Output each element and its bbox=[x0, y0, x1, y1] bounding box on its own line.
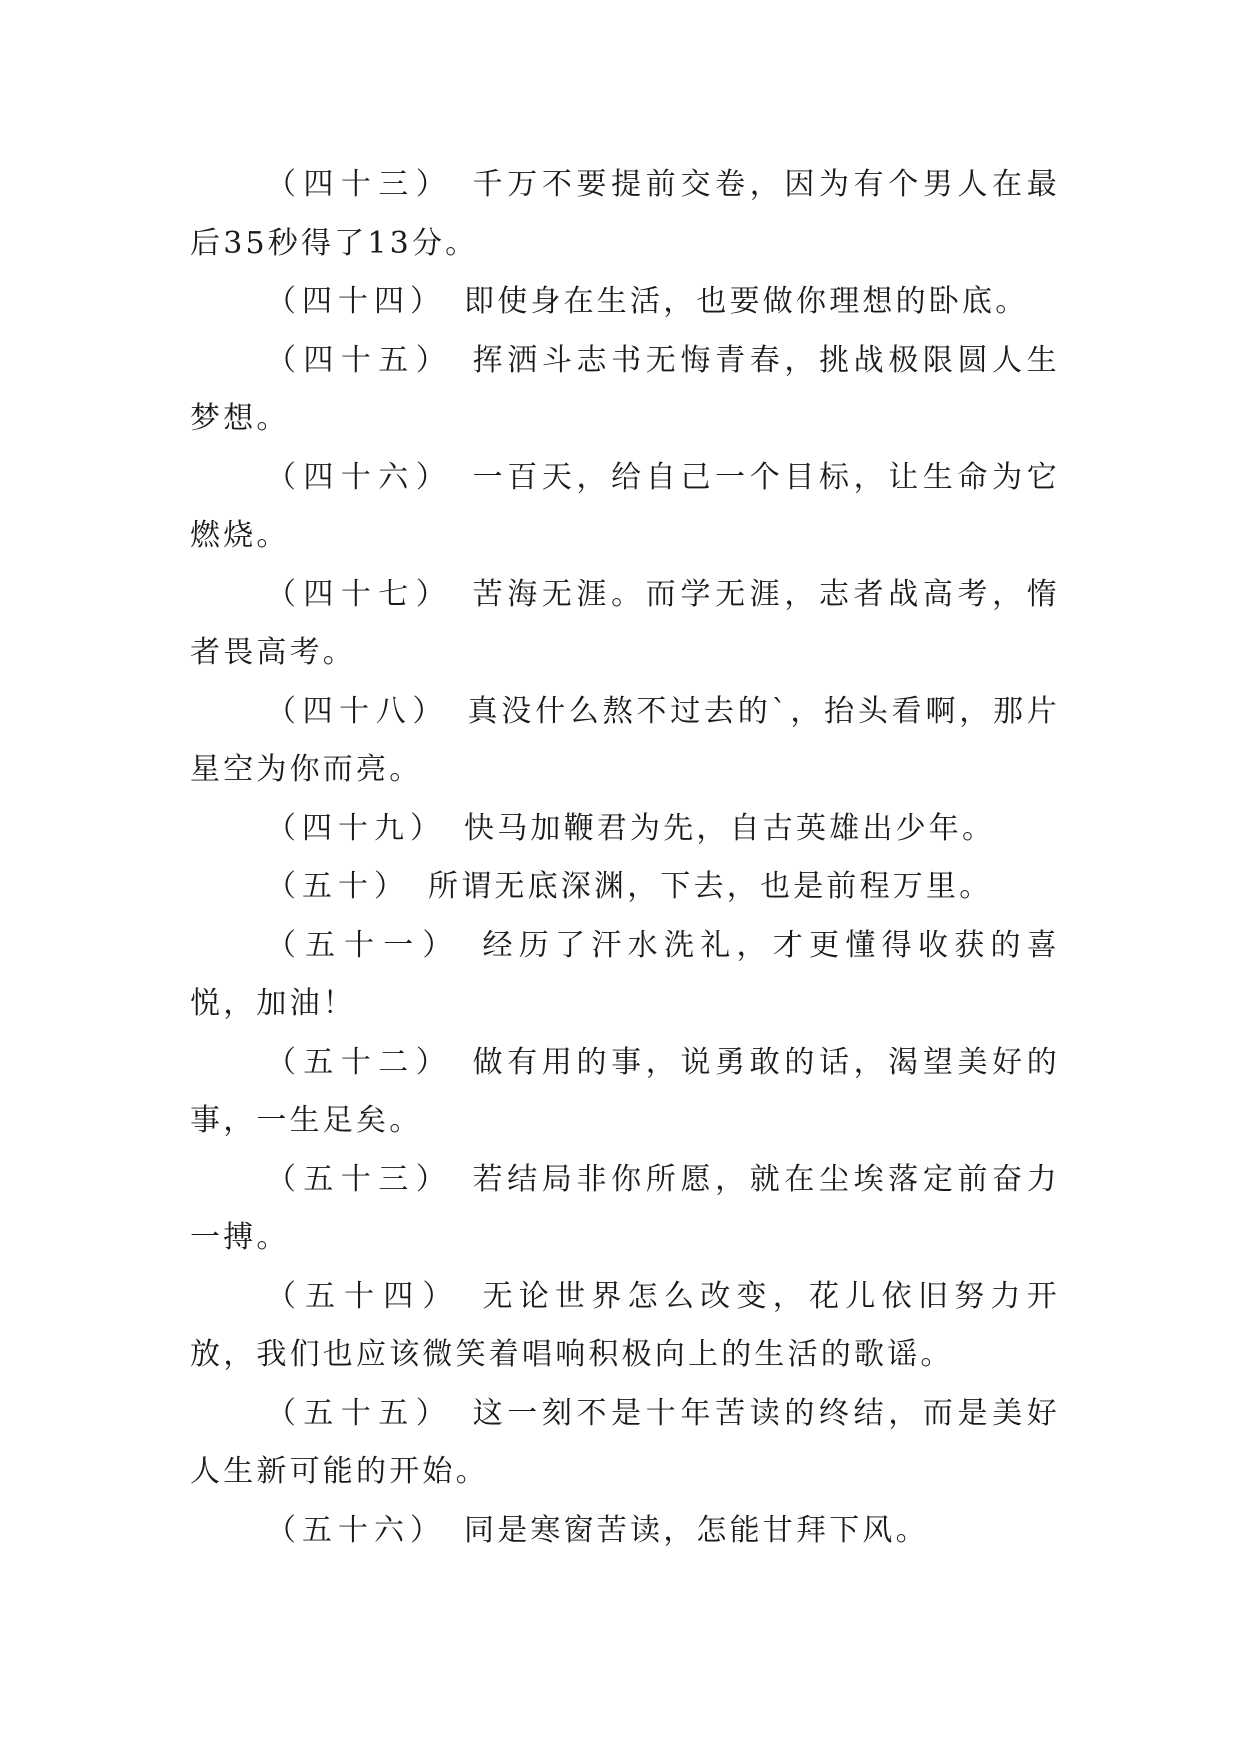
paragraph-number: （五十） bbox=[266, 869, 410, 904]
paragraph-text: 同是寒窗苦读，怎能甘拜下风。 bbox=[464, 1512, 929, 1548]
paragraph-number: （四十八） bbox=[266, 693, 449, 729]
paragraph-46 bbox=[190, 449, 1060, 566]
paragraph-text: 快马加鞭君为先，自古英雄出少年。 bbox=[464, 810, 996, 846]
paragraph-43 bbox=[190, 156, 1060, 273]
paragraph-number: （四十五） bbox=[266, 342, 454, 378]
paragraph-text: 所谓无底深渊，下去，也是前程万里。 bbox=[428, 869, 993, 904]
paragraph-51 bbox=[190, 917, 1060, 1034]
paragraph-text: 经历了汗水洗礼，才更懂得收获的喜悦，加油！ bbox=[190, 927, 1061, 1021]
paragraph-text: 做有用的事，说勇敢的话，渴望美好的事，一生足矣。 bbox=[190, 1044, 1061, 1138]
paragraph-number: （五十六） bbox=[266, 1512, 446, 1548]
paragraph-text: 无论世界怎么改变，花儿依旧努力开放，我们也应该微笑着唱响积极向上的生活的歌谣。 bbox=[190, 1278, 1061, 1372]
paragraph-number: （五十五） bbox=[266, 1395, 454, 1431]
paragraph-text: 千万不要提前交卷，因为有个男人在最后35秒得了13分。 bbox=[190, 167, 1061, 261]
paragraph-56 bbox=[190, 1502, 1060, 1561]
paragraph-text: 若结局非你所愿，就在尘埃落定前奋力一搏。 bbox=[190, 1161, 1061, 1255]
paragraph-text: 一百天，给自己一个目标，让生命为它燃烧。 bbox=[190, 459, 1061, 553]
paragraph-47 bbox=[190, 566, 1060, 683]
paragraph-55 bbox=[190, 1385, 1060, 1502]
paragraph-52 bbox=[190, 1034, 1060, 1151]
paragraph-number: （五十三） bbox=[266, 1161, 454, 1197]
paragraph-45 bbox=[190, 332, 1060, 449]
document-body bbox=[190, 156, 1060, 1560]
paragraph-text: 即使身在生活，也要做你理想的卧底。 bbox=[464, 284, 1029, 319]
paragraph-number: （五十二） bbox=[266, 1044, 454, 1080]
paragraph-number: （四十三） bbox=[266, 167, 454, 202]
paragraph-number: （五十一） bbox=[266, 927, 462, 963]
paragraph-54 bbox=[190, 1268, 1060, 1385]
paragraph-text: 苦海无涯。而学无涯，志者战高考，惰者畏高考。 bbox=[190, 576, 1061, 670]
paragraph-48 bbox=[190, 683, 1060, 800]
paragraph-number: （四十四） bbox=[266, 284, 446, 319]
paragraph-number: （四十七） bbox=[266, 576, 454, 612]
paragraph-text: 挥洒斗志书无悔青春，挑战极限圆人生梦想。 bbox=[190, 342, 1061, 436]
paragraph-44 bbox=[190, 273, 1060, 332]
paragraph-53 bbox=[190, 1151, 1060, 1268]
paragraph-number: （四十九） bbox=[266, 810, 446, 846]
paragraph-text: 真没什么熬不过去的`，抬头看啊，那片星空为你而亮。 bbox=[190, 693, 1061, 787]
paragraph-number: （五十四） bbox=[266, 1278, 462, 1314]
paragraph-text: 这一刻不是十年苦读的终结，而是美好人生新可能的开始。 bbox=[190, 1395, 1061, 1489]
paragraph-50 bbox=[190, 858, 1060, 917]
paragraph-49 bbox=[190, 800, 1060, 859]
paragraph-number: （四十六） bbox=[266, 459, 454, 495]
